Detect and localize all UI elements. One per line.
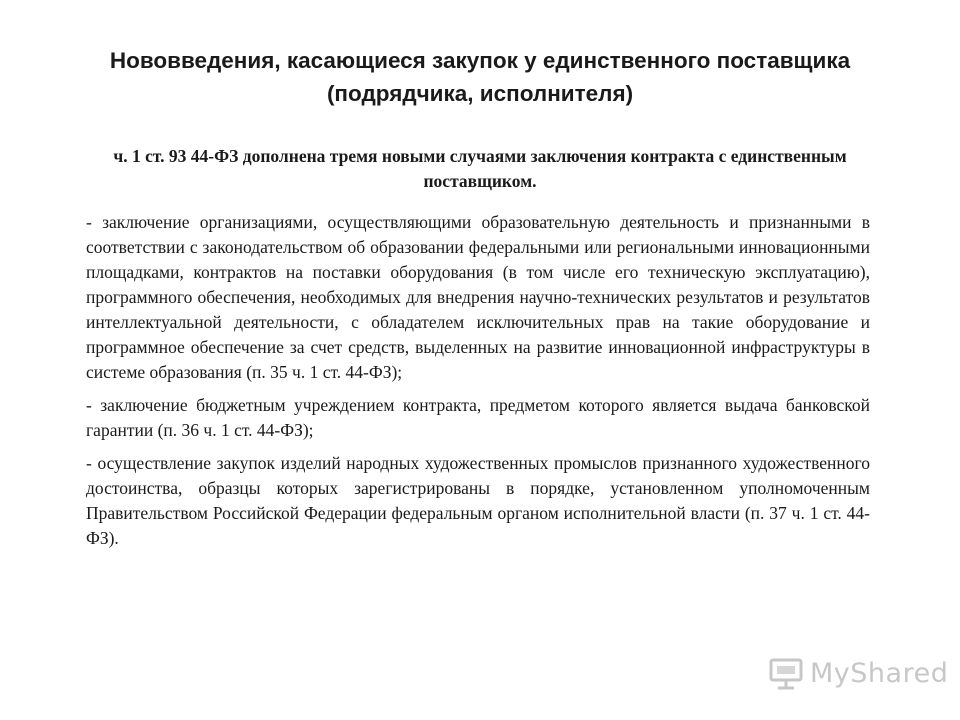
watermark-text: MyShared (810, 657, 949, 689)
slide-subtitle: ч. 1 ст. 93 44-ФЗ дополнена тремя новыми случаями заключения контракта с единственным поставщиком. (113, 146, 847, 191)
paragraph-folk-crafts: - осуществление закупок изделий народных художественных промыслов признанного художественного достоинства, образцы которых зарегистрированы в порядке, установленном уполномоченным Правительством Российской Федерации федеральным органом исполнительной власти (п. 37 ч. 1 ст. 44-ФЗ). (86, 453, 870, 548)
slide-title: Нововведения, касающиеся закупок у единственного поставщика (подрядчика, исполнителя) (109, 48, 851, 106)
presentation-board-icon (768, 655, 804, 691)
slide-body (86, 210, 870, 559)
paragraph-bank-guarantee: - заключение бюджетным учреждением контракта, предметом которого является выдача банковской гарантии (п. 36 ч. 1 ст. 44-ФЗ); (86, 395, 870, 440)
watermark-logo (768, 652, 948, 694)
paragraph-innovation-platforms: - заключение организациями, осуществляющими образовательную деятельность и признанными в соответствии с законодательством об образовании федеральными или региональными инновационными площадками, контрактов на поставки оборудования (в том числе его техническую эксплуатацию), программного обеспечения, необходимых для внедрения научно-технических результатов и результатов интеллектуальной деятельности, с обладателем исключительных прав на такие оборудование и программное обеспечение за счет средств, выделенных на развитие инновационной инфраструктуры в системе образования (п. 35 ч. 1 ст. 44-ФЗ); (86, 212, 870, 382)
